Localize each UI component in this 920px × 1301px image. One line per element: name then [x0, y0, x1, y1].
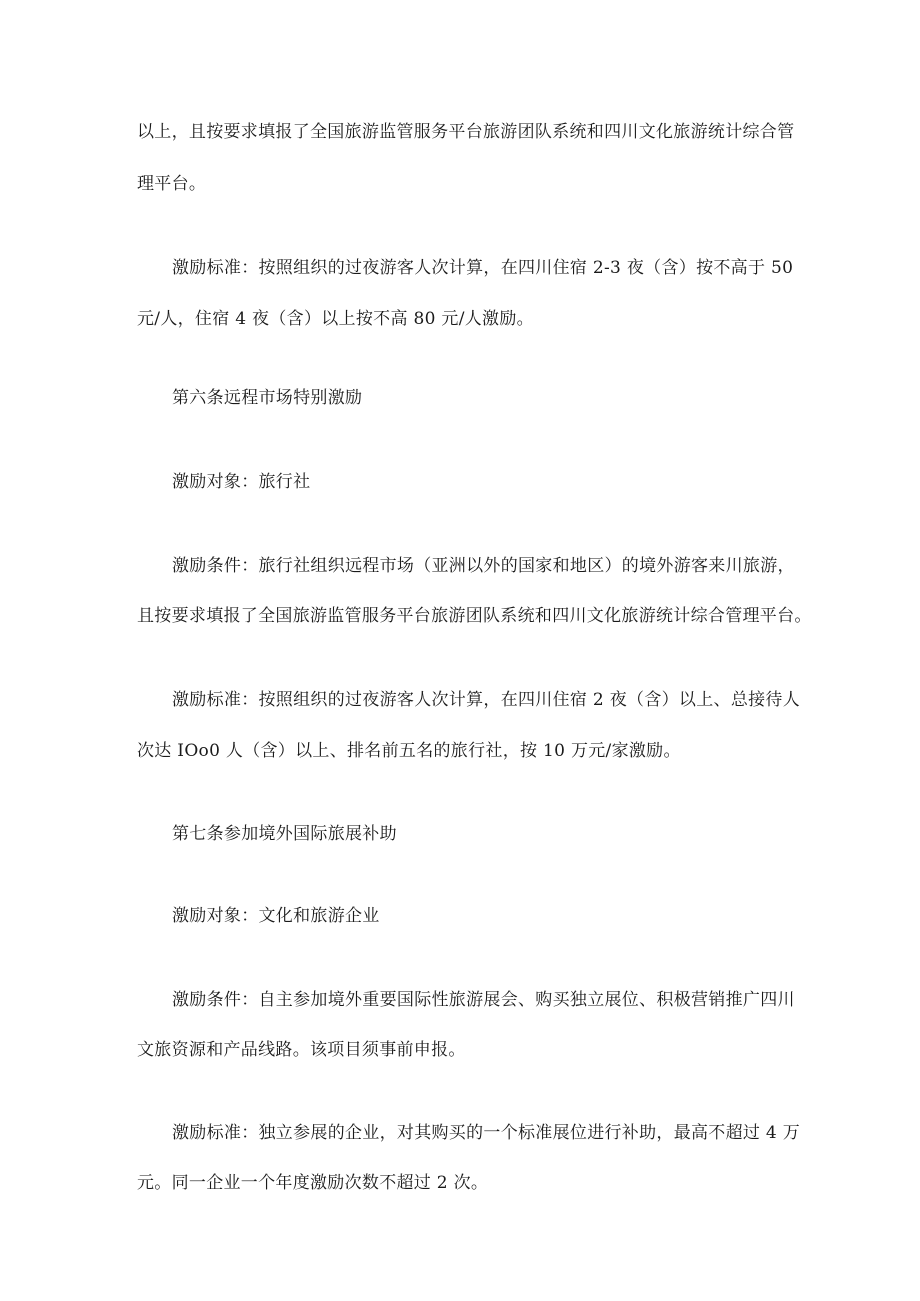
paragraph-line: 元/人，住宿 4 夜（含）以上按不高 80 元/人激励。	[137, 309, 534, 329]
paragraph-line: 激励标准：独立参展的企业，对其购买的一个标准展位进行补助，最高不超过 4 万	[172, 1123, 801, 1143]
paragraph-line: 理平台。	[137, 174, 207, 194]
paragraph-line: 激励条件：旅行社组织远程市场（亚洲以外的国家和地区）的境外游客来川旅游，	[172, 556, 795, 576]
paragraph-line: 文旅资源和产品线路。该项目须事前申报。	[137, 1040, 466, 1060]
paragraph-line: 激励对象：旅行社	[172, 472, 311, 492]
paragraph-line: 以上，且按要求填报了全国旅游监管服务平台旅游团队系统和四川文化旅游统计综合管	[137, 122, 795, 142]
section-heading: 第六条远程市场特别激励	[172, 388, 363, 408]
paragraph-line: 激励条件：自主参加境外重要国际性旅游展会、购买独立展位、积极营销推广四川	[172, 990, 795, 1010]
paragraph-line: 元。同一企业一个年度激励次数不超过 2 次。	[137, 1173, 489, 1193]
paragraph-line: 激励标准：按照组织的过夜游客人次计算，在四川住宿 2 夜（含）以上、总接待人	[172, 690, 801, 710]
paragraph-line: 激励标准：按照组织的过夜游客人次计算，在四川住宿 2-3 夜（含）按不高于 50	[172, 258, 794, 278]
paragraph-line: 次达 IOo0 人（含）以上、排名前五名的旅行社，按 10 万元/家激励。	[137, 741, 681, 761]
paragraph-line: 且按要求填报了全国旅游监管服务平台旅游团队系统和四川文化旅游统计综合管理平台。	[137, 606, 812, 626]
section-heading: 第七条参加境外国际旅展补助	[172, 824, 397, 844]
paragraph-line: 激励对象：文化和旅游企业	[172, 906, 380, 926]
